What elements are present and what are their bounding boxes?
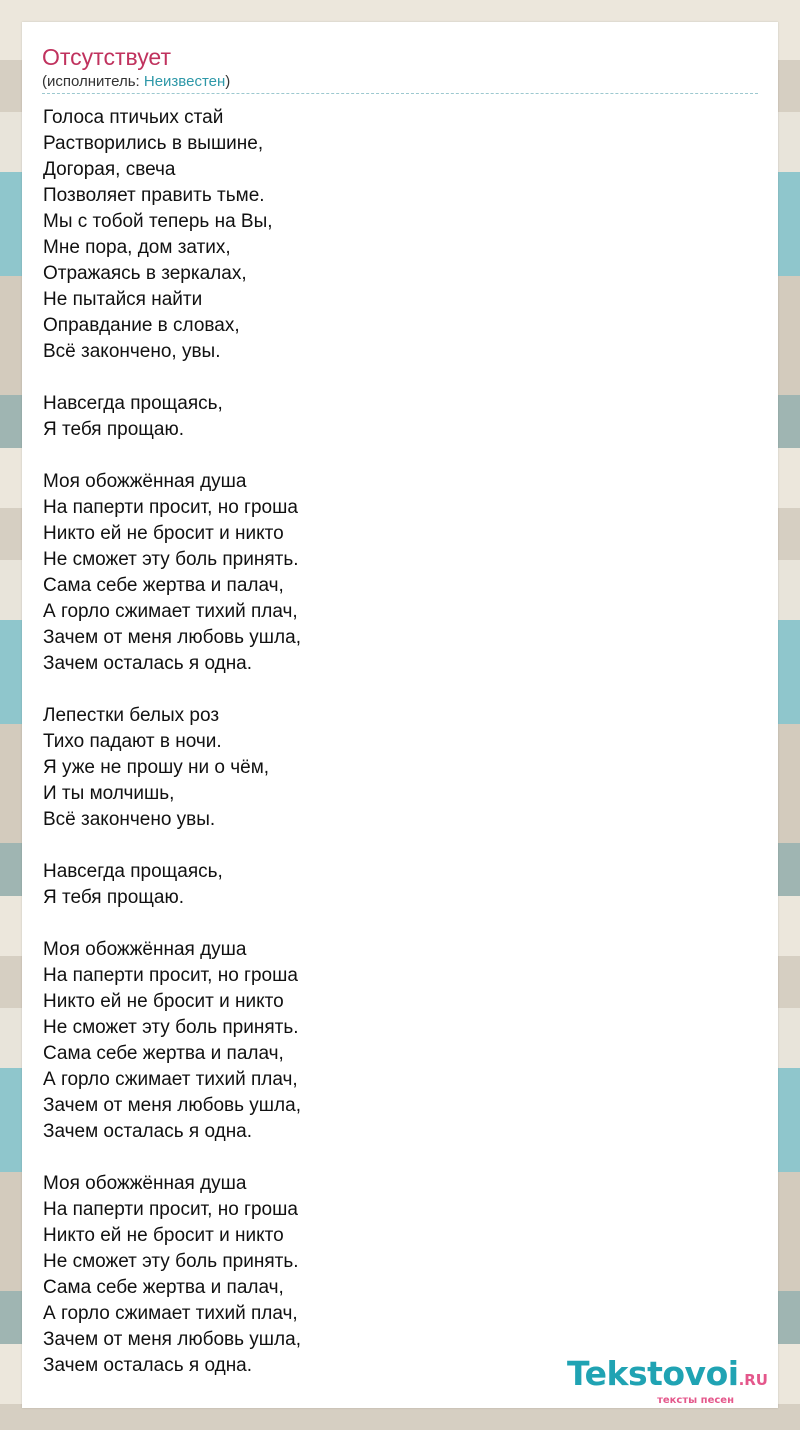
- lyrics-line: Зачем осталась я одна.: [43, 653, 253, 674]
- lyrics-line: Лепестки белых роз: [43, 705, 220, 726]
- lyrics-line: Не сможет эту боль принять.: [43, 1017, 299, 1038]
- artist-prefix: (исполнитель:: [42, 73, 144, 90]
- lyrics-line: Не пытайся найти: [43, 289, 203, 310]
- artist-suffix: ): [225, 73, 231, 90]
- lyrics-line: Сама себе жертва и палач,: [43, 575, 284, 596]
- lyrics-stanza: [43, 937, 301, 1145]
- lyrics-line: Зачем осталась я одна.: [43, 1121, 253, 1142]
- lyrics-line: Никто ей не бросит и никто: [43, 991, 284, 1012]
- logo-tld: .RU: [738, 1371, 768, 1389]
- lyrics-line: Я тебя прощаю.: [43, 419, 185, 440]
- logo-wordmark: [567, 1354, 768, 1397]
- lyrics-line: Растворились в вышине,: [43, 133, 264, 154]
- lyrics-line: На паперти просит, но гроша: [43, 497, 298, 518]
- lyrics-text: [43, 105, 301, 1379]
- lyrics-line: Никто ей не бросит и никто: [43, 1225, 284, 1246]
- lyrics-line: Сама себе жертва и палач,: [43, 1277, 284, 1298]
- lyrics-stanza: [43, 703, 301, 833]
- lyrics-line: Зачем от меня любовь ушла,: [43, 1095, 301, 1116]
- lyrics-line: Зачем от меня любовь ушла,: [43, 1329, 301, 1350]
- logo-tagline: тексты песен: [657, 1395, 734, 1406]
- lyrics-line: Я уже не прошу ни о чём,: [43, 757, 270, 778]
- logo-word: Tekstovoi: [567, 1354, 739, 1393]
- lyrics-line: Всё закончено увы.: [43, 809, 216, 830]
- lyrics-line: Отражаясь в зеркалах,: [43, 263, 247, 284]
- lyrics-line: Догорая, свеча: [43, 159, 176, 180]
- artist-line: [42, 73, 230, 91]
- lyrics-line: На паперти просит, но гроша: [43, 965, 298, 986]
- lyrics-line: И ты молчишь,: [43, 783, 175, 804]
- artist-link[interactable]: Неизвестен: [143, 73, 226, 90]
- lyrics-line: Мы с тобой теперь на Вы,: [43, 211, 273, 232]
- lyrics-line: На паперти просит, но гроша: [43, 1199, 298, 1220]
- lyrics-line: Навсегда прощаясь,: [43, 861, 223, 882]
- lyrics-line: Не сможет эту боль принять.: [43, 549, 299, 570]
- lyrics-line: Тихо падают в ночи.: [43, 731, 222, 752]
- lyrics-line: А горло сжимает тихий плач,: [43, 601, 298, 622]
- lyrics-line: Моя обожжённая душа: [43, 939, 247, 960]
- lyrics-line: Мне пора, дом затих,: [43, 237, 231, 258]
- lyrics-line: Я тебя прощаю.: [43, 887, 185, 908]
- song-title: Отсутствует: [42, 44, 171, 70]
- lyrics-stanza: [43, 469, 301, 677]
- lyrics-line: Навсегда прощаясь,: [43, 393, 223, 414]
- lyrics-line: Моя обожжённая душа: [43, 1173, 247, 1194]
- lyrics-stanza: [43, 391, 301, 443]
- lyrics-line: А горло сжимает тихий плач,: [43, 1303, 298, 1324]
- lyrics-stanza: [43, 105, 301, 365]
- lyrics-line: Не сможет эту боль принять.: [43, 1251, 299, 1272]
- lyrics-line: Никто ей не бросит и никто: [43, 523, 284, 544]
- lyrics-line: Зачем от меня любовь ушла,: [43, 627, 301, 648]
- lyrics-line: Зачем осталась я одна.: [43, 1355, 253, 1376]
- site-logo[interactable]: [567, 1354, 768, 1406]
- lyrics-line: Сама себе жертва и палач,: [43, 1043, 284, 1064]
- lyrics-line: А горло сжимает тихий плач,: [43, 1069, 298, 1090]
- lyrics-line: Моя обожжённая душа: [43, 471, 247, 492]
- lyrics-line: Голоса птичьих стай: [43, 107, 224, 128]
- lyrics-line: Оправдание в словах,: [43, 315, 240, 336]
- lyrics-line: Позволяет править тьме.: [43, 185, 265, 206]
- header-divider: [42, 93, 758, 94]
- lyrics-stanza: [43, 859, 301, 911]
- lyrics-line: Всё закончено, увы.: [43, 341, 221, 362]
- lyrics-card: [22, 22, 778, 1408]
- lyrics-stanza: [43, 1171, 301, 1379]
